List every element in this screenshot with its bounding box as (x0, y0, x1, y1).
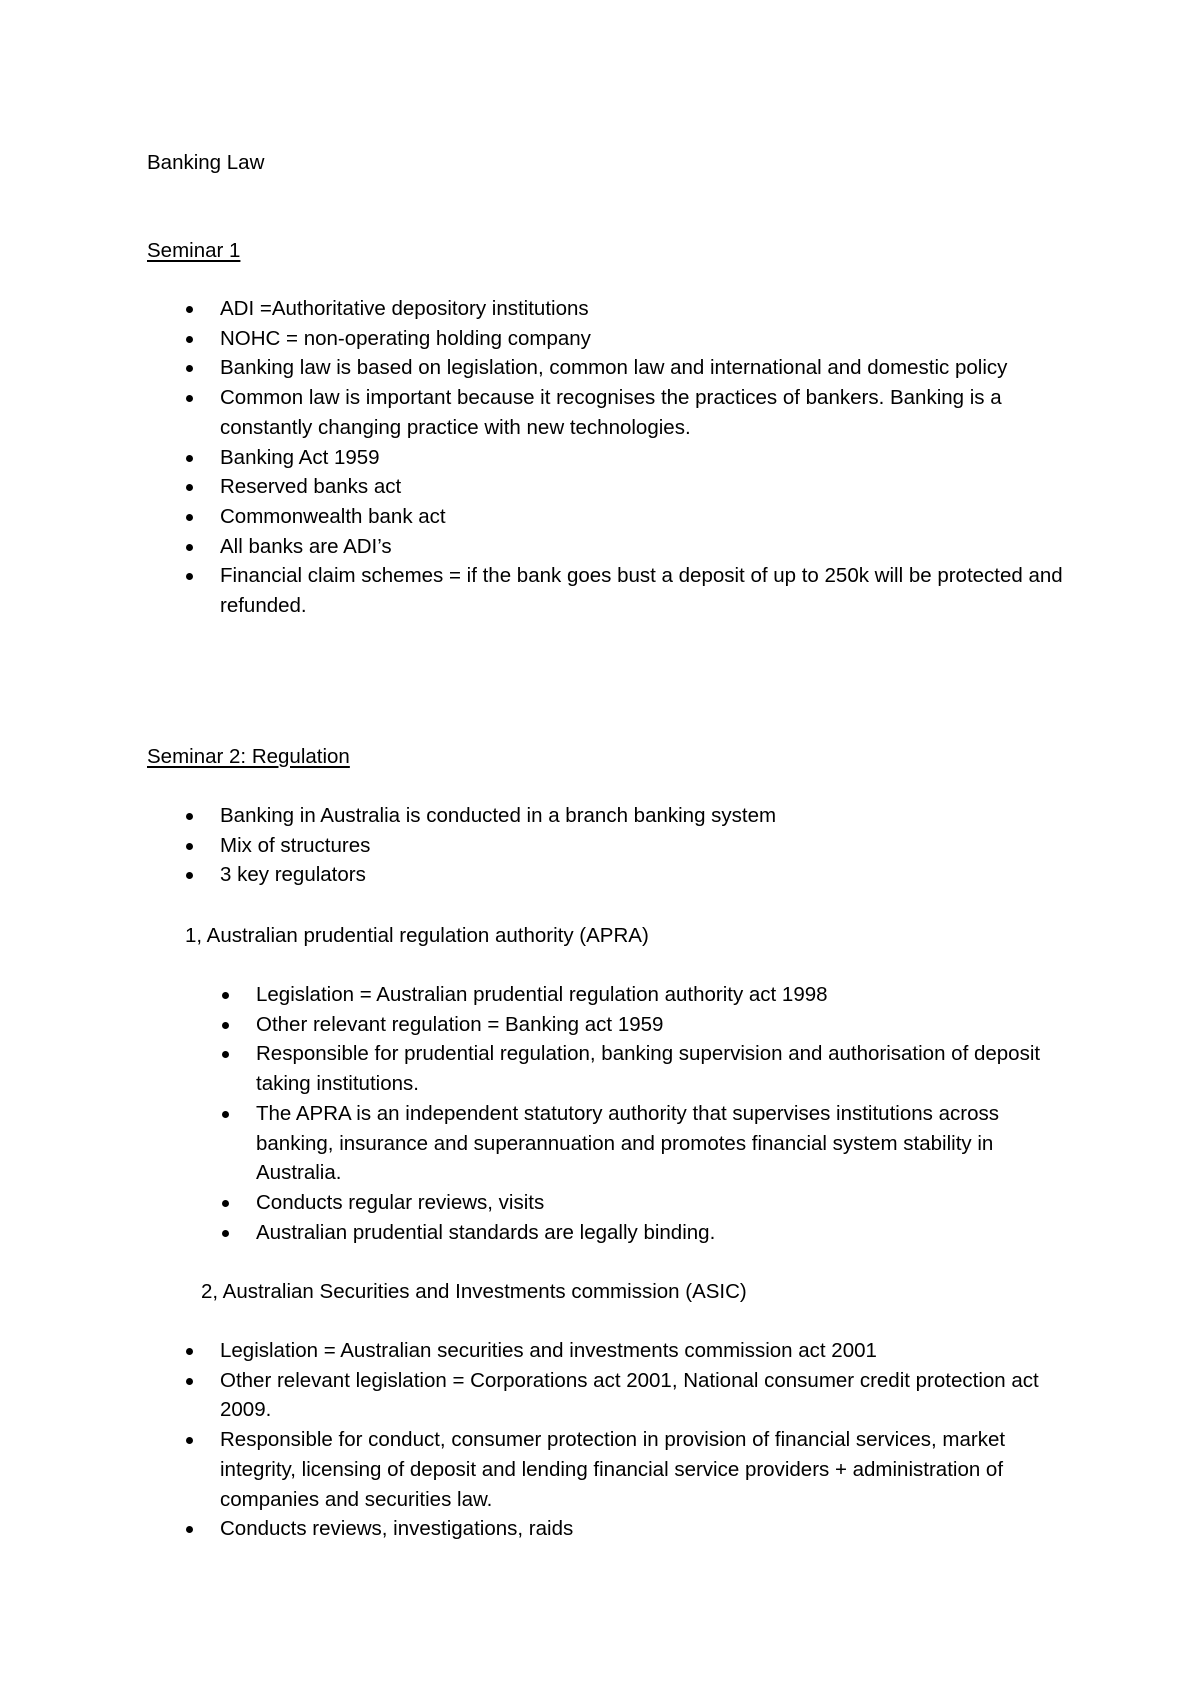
list-item: Banking law is based on legislation, common law and international and domestic policy (220, 353, 1080, 383)
bullet-icon (186, 1437, 193, 1444)
bullet-icon (186, 544, 193, 551)
list-item: Conducts reviews, investigations, raids (220, 1514, 1080, 1544)
bullet-icon (186, 843, 193, 850)
list-item: Banking Act 1959 (220, 443, 1080, 473)
bullet-icon (186, 306, 193, 313)
list-item: Commonwealth bank act (220, 502, 1080, 532)
list-item: The APRA is an independent statutory authority that supervises institutions across banking, insurance and superannuation and promotes financial system stability in Australia. (256, 1099, 1076, 1188)
bullet-icon (186, 872, 193, 879)
list-item: Conducts regular reviews, visits (256, 1188, 1076, 1218)
bullet-icon (222, 1051, 229, 1058)
bullet-icon (186, 455, 193, 462)
bullet-icon (222, 992, 229, 999)
list-item: Other relevant regulation = Banking act 1959 (256, 1010, 1076, 1040)
bullet-icon (222, 1230, 229, 1237)
asic-bullet-list (220, 1336, 1080, 1544)
bullet-icon (186, 484, 193, 491)
list-item: NOHC = non-operating holding company (220, 324, 1080, 354)
seminar-1-bullet-list (220, 294, 1080, 621)
list-item: Responsible for conduct, consumer protection in provision of financial services, market integrity, licensing of deposit and lending financial service providers + administration of companies and securities law. (220, 1425, 1080, 1514)
list-item: Reserved banks act (220, 472, 1080, 502)
bullet-icon (186, 336, 193, 343)
bullet-icon (222, 1200, 229, 1207)
list-item: Responsible for prudential regulation, banking supervision and authorisation of deposit taking institutions. (256, 1039, 1076, 1098)
bullet-icon (186, 1348, 193, 1355)
bullet-icon (186, 1378, 193, 1385)
list-item: Mix of structures (220, 831, 1080, 861)
apra-bullet-list (256, 980, 1076, 1247)
bullet-icon (222, 1111, 229, 1118)
list-item: Legislation = Australian securities and investments commission act 2001 (220, 1336, 1080, 1366)
bullet-icon (186, 395, 193, 402)
list-item: All banks are ADI’s (220, 532, 1080, 562)
list-item: 3 key regulators (220, 860, 1080, 890)
bullet-icon (186, 813, 193, 820)
list-item: ADI =Authoritative depository institutions (220, 294, 1080, 324)
list-item: Financial claim schemes = if the bank goes bust a deposit of up to 250k will be protected and refunded. (220, 561, 1080, 620)
seminar-1-heading: Seminar 1 (147, 239, 241, 262)
list-item: Other relevant legislation = Corporations act 2001, National consumer credit protection act 2009. (220, 1366, 1080, 1425)
list-item: Common law is important because it recognises the practices of bankers. Banking is a constantly changing practice with new technologies. (220, 383, 1080, 442)
bullet-icon (186, 365, 193, 372)
document-title: Banking Law (147, 151, 265, 174)
apra-heading: 1, Australian prudential regulation authority (APRA) (185, 924, 649, 947)
seminar-2-bullet-list (220, 801, 1080, 890)
list-item: Australian prudential standards are legally binding. (256, 1218, 1076, 1248)
bullet-icon (186, 573, 193, 580)
asic-heading: 2, Australian Securities and Investments commission (ASIC) (201, 1280, 747, 1303)
seminar-2-heading: Seminar 2: Regulation (147, 745, 350, 768)
bullet-icon (186, 1526, 193, 1533)
list-item: Legislation = Australian prudential regulation authority act 1998 (256, 980, 1076, 1010)
bullet-icon (186, 514, 193, 521)
bullet-icon (222, 1022, 229, 1029)
list-item: Banking in Australia is conducted in a branch banking system (220, 801, 1080, 831)
